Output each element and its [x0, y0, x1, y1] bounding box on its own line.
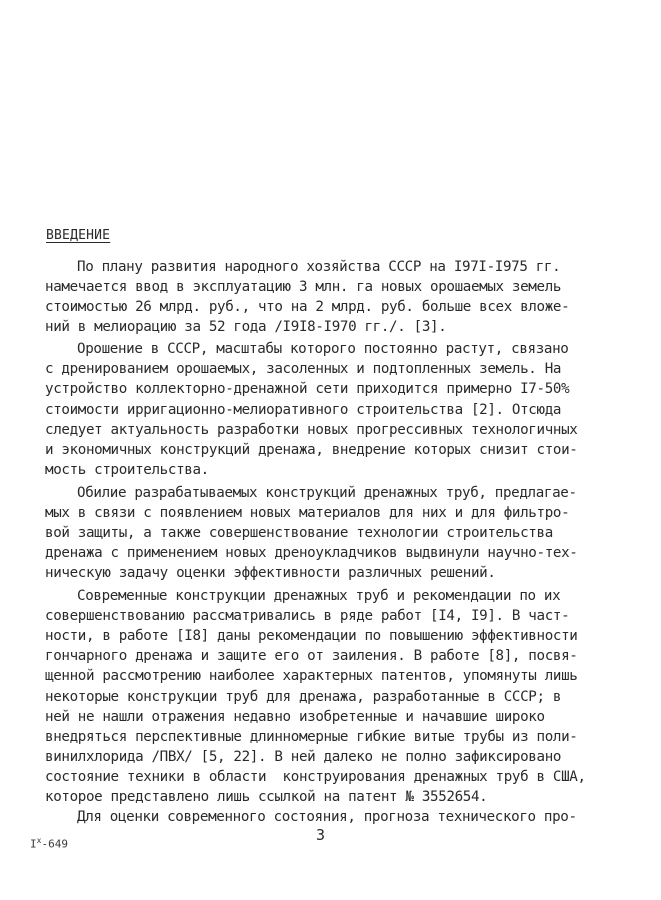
footnote-superscript: х: [36, 836, 42, 845]
footnote-code: [30, 836, 68, 851]
text-line: намечается ввод в эксплуатацию 3 млн. га новых орошаемых земель: [45, 279, 562, 295]
text-line: некоторые конструкции труб для дренажа, разработанные в СССР; в: [45, 689, 562, 705]
text-line: Обилие разрабатываемых конструкций дренажных труб, предлагае-: [77, 485, 577, 501]
text-line: Орошение в СССР, масштабы которого постоянно растут, связано: [77, 341, 569, 357]
text-line: стоимости ирригационно-мелиоративного строительства [2]. Отсюда: [45, 402, 562, 418]
footnote-main: I: [30, 837, 37, 851]
text-line: стоимостью 26 млрд. руб., что на 2 млрд. руб. больше всех вложе-: [45, 299, 570, 315]
text-line: Для оценки современного состояния, прогноза технического про-: [77, 809, 577, 825]
text-line: мость строительства.: [45, 462, 209, 478]
text-line: ний в мелиорацию за 52 года /I9I8-I970 гг./. [3].: [45, 319, 447, 335]
text-line: щенной рассмотрению наиболее характерных патентов, упомянуты лишь: [45, 668, 578, 684]
text-line: следует актуальность разработки новых прогрессивных технологичных: [45, 422, 578, 438]
text-line: внедряться перспективные длинномерные гибкие витые трубы из поли-: [45, 729, 578, 745]
text-line: ности, в работе [I8] даны рекомендации по повышению эффективности: [45, 628, 578, 644]
text-line: которое представлено лишь ссылкой на патент № 3552654.: [45, 789, 488, 805]
text-line: дренажа с применением новых дреноукладчиков выдвинули научно-тех-: [45, 545, 578, 561]
text-line: состояние техники в области конструирования дренажных труб в США,: [45, 769, 586, 785]
text-line: с дренированием орошаемых, засоленных и подтопленных земель. На: [45, 361, 562, 377]
text-line: вой защиты, а также совершенствование технологии строительства: [45, 525, 553, 541]
text-line: ней не нашли отражения недавно изобретенные и начавшие широко: [45, 709, 545, 725]
text-line: ническую задачу оценки эффективности различных решений.: [45, 565, 496, 581]
text-line: По плану развития народного хозяйства СССР на I97I-I975 гг.: [77, 259, 561, 275]
text-line: мых в связи с появлением новых материалов для них и для фильтро-: [45, 505, 570, 521]
text-line: и экономичных конструкций дренажа, внедрение которых снизит стои-: [45, 442, 578, 458]
section-heading: ВВЕДЕНИЕ: [46, 228, 111, 243]
text-line: Современные конструкции дренажных труб и рекомендации по их: [77, 588, 561, 604]
page-number: 3: [316, 826, 326, 844]
text-line: совершенствованию рассматривались в ряде работ [I4, I9]. В част-: [45, 608, 570, 624]
text-line: винилхлорида /ПВХ/ [5, 22]. В ней далеко не полно зафиксировано: [45, 749, 562, 765]
text-line: устройство коллекторно-дренажной сети приходится примерно I7-50%: [45, 381, 570, 397]
footnote-tail: -649: [41, 837, 68, 851]
text-line: гончарного дренажа и защите его от заиления. В работе [8], посвя-: [45, 648, 578, 664]
